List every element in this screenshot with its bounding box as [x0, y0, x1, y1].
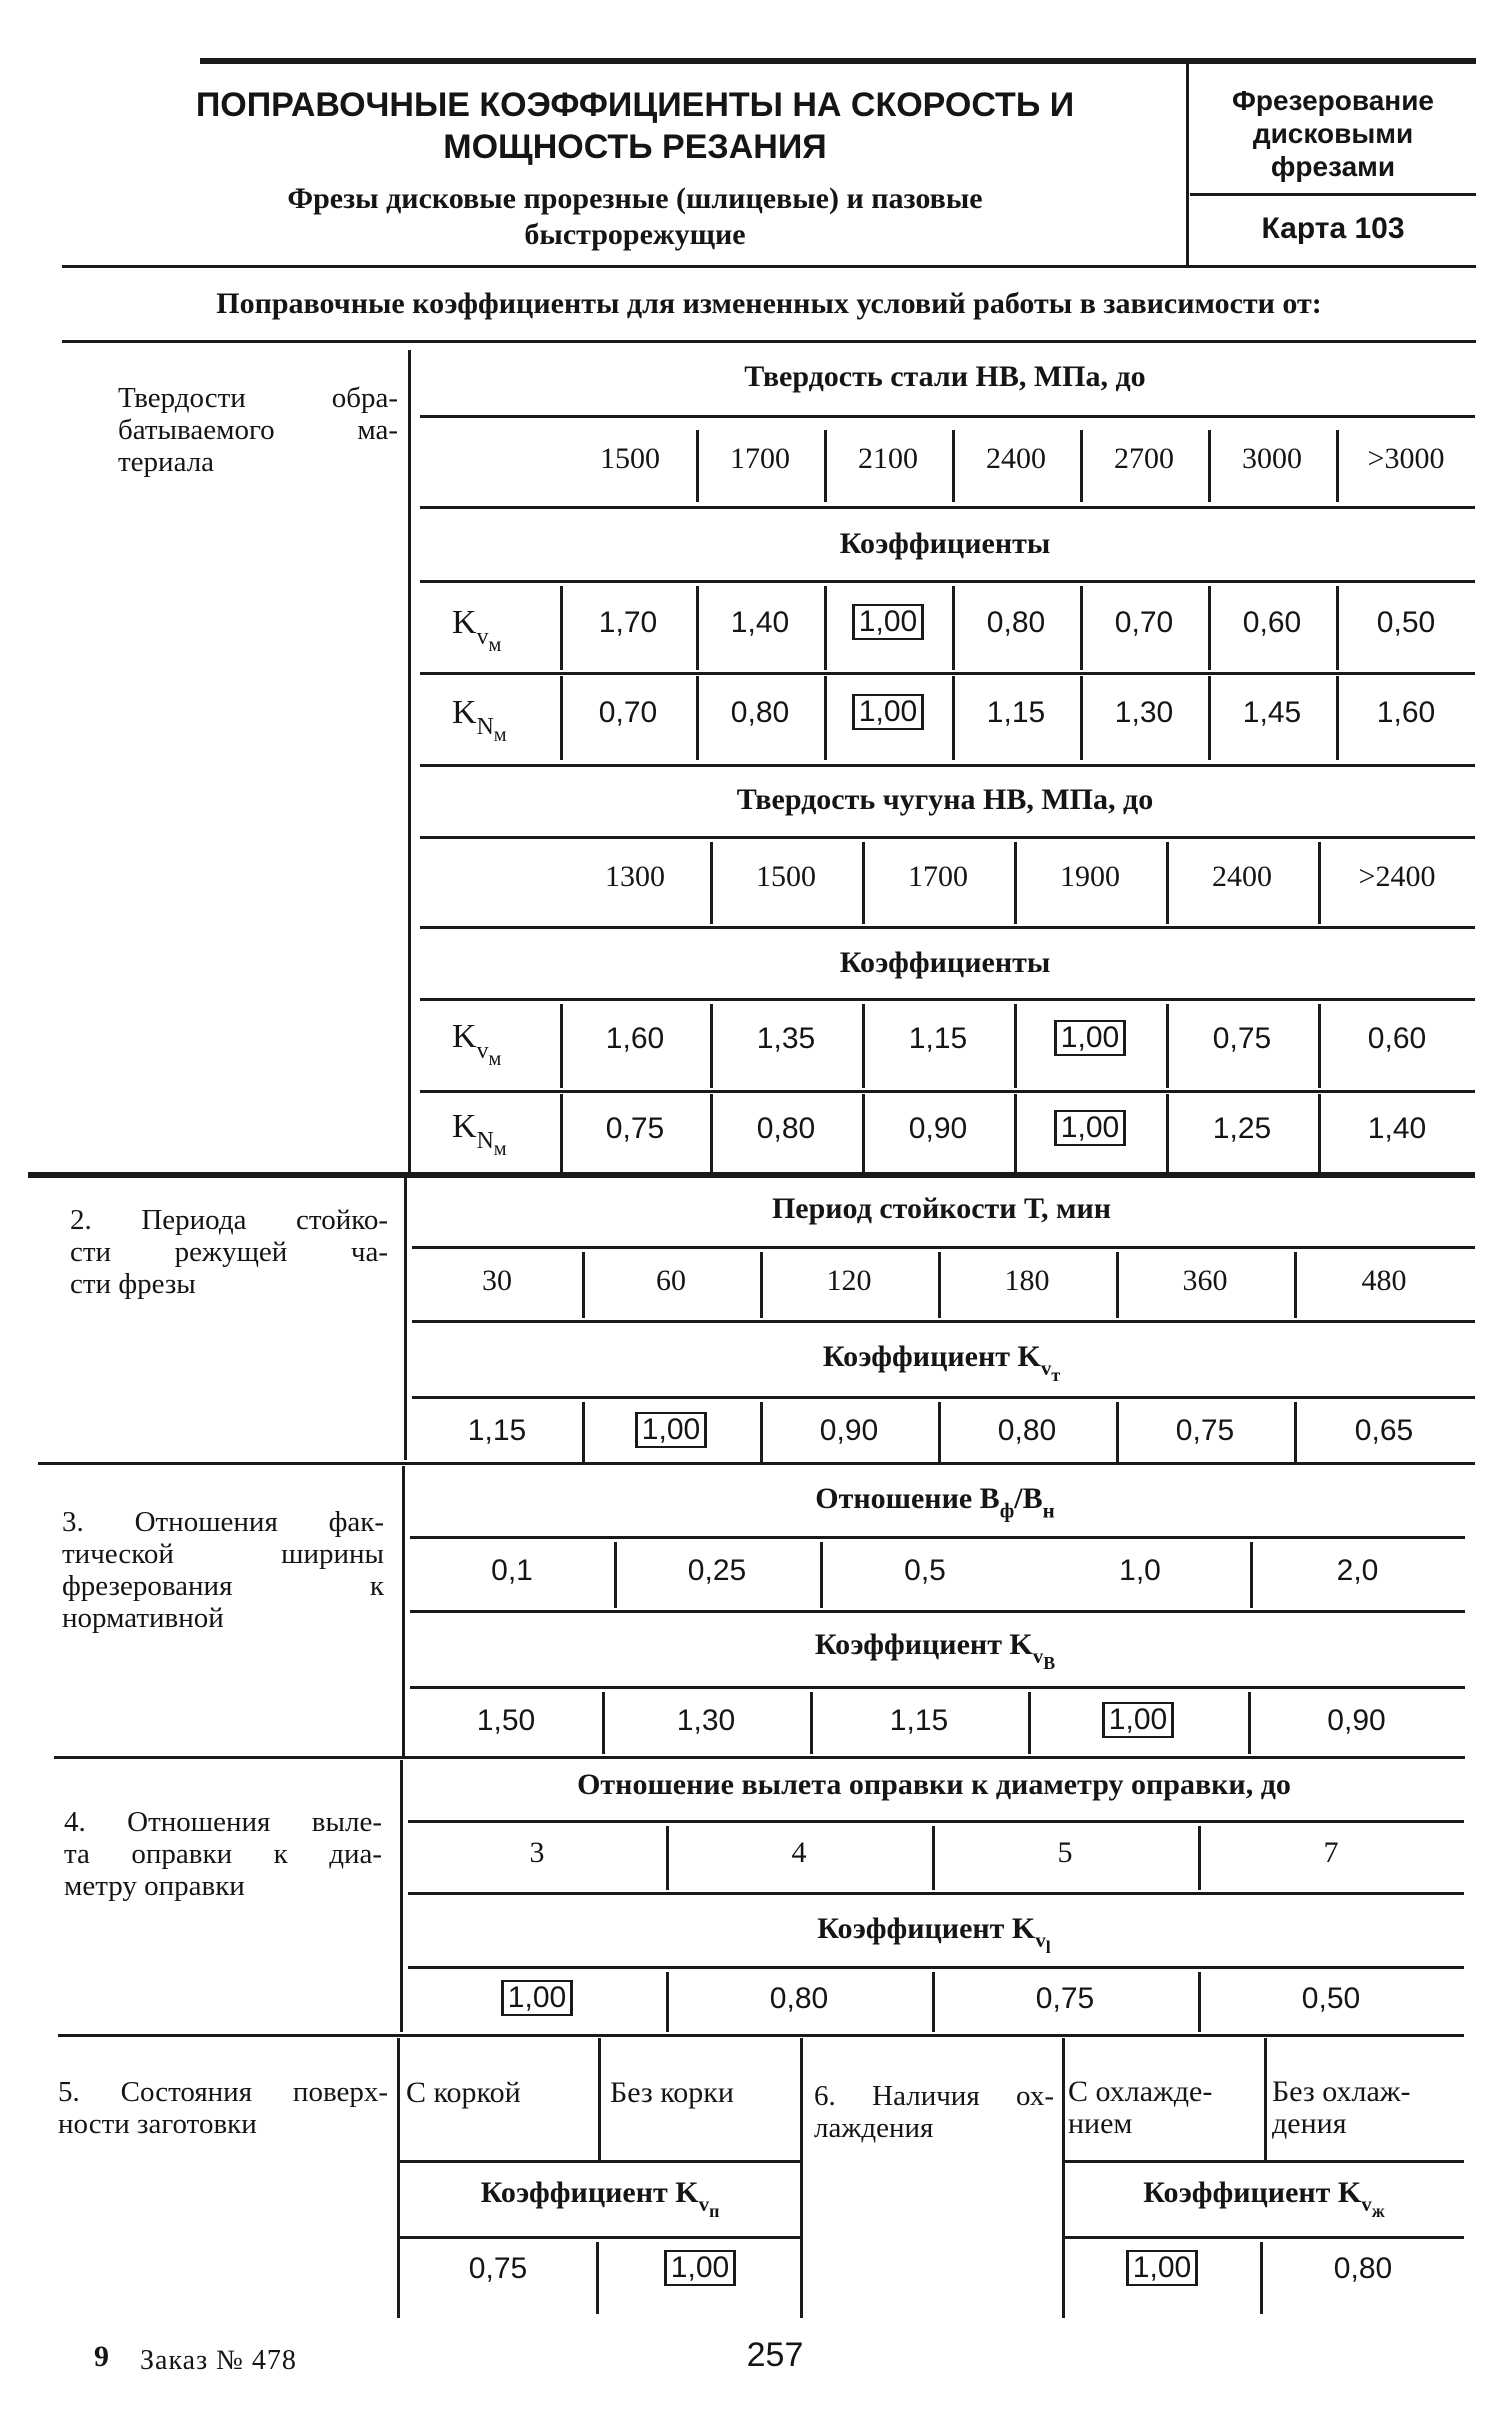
- s4-rule: [1198, 1972, 1201, 2032]
- s2-coef-cell: 0,90: [819, 1414, 879, 1447]
- steel-hb-cell: 1500: [600, 442, 660, 475]
- s2-coef-cell: 0,80: [997, 1414, 1057, 1447]
- page-number: 257: [746, 2336, 804, 2374]
- steel-kn-cell: 0,80: [730, 696, 790, 729]
- s1-rule: [560, 676, 563, 760]
- s1-label-line2: батываемого ма-: [118, 414, 398, 446]
- s1-label-line3: териала: [118, 446, 215, 478]
- s1-rule: [560, 1094, 563, 1174]
- header-bottom-rule: [62, 265, 1476, 268]
- s2-rule: [412, 1246, 1475, 1249]
- s1-rule: [696, 430, 699, 502]
- page-title-line1: ПОПРАВОЧНЫЕ КОЭФФИЦИЕНТЫ НА СКОРОСТЬ И: [195, 86, 1075, 124]
- iron-kn-cell: 1,40: [1367, 1112, 1427, 1145]
- iron-hb-cell: 1900: [1060, 860, 1120, 893]
- s6-label-line2: лаждения: [814, 2112, 934, 2144]
- side-title-line1: Фрезерование: [1231, 85, 1434, 116]
- s3-coef-cell: 0,90: [1327, 1704, 1386, 1737]
- s2-coef-cell-boxed: [582, 1412, 760, 1448]
- s1-rule: [1014, 1004, 1017, 1088]
- s5-rule: [596, 2242, 599, 2314]
- s2-value-cell: 360: [1182, 1264, 1228, 1297]
- iron-kn-cell: 0,80: [756, 1112, 816, 1145]
- s4-rule: [932, 1972, 935, 2032]
- steel-hb-cell: 3000: [1242, 442, 1302, 475]
- s1-rule: [560, 1004, 563, 1088]
- s6-coef-cell: 0,80: [1333, 2252, 1393, 2285]
- s1-rule: [1080, 430, 1083, 502]
- base-value-box: 1,00: [1054, 1020, 1126, 1056]
- s5-label-line2: ности заготовки: [58, 2108, 257, 2140]
- s1-label-divider: [408, 350, 411, 1175]
- s1-rule: [420, 415, 1475, 418]
- s1-rule: [1208, 586, 1211, 670]
- s1-rule: [560, 586, 563, 670]
- s2-rule: [1294, 1252, 1297, 1318]
- s4-value-cell: 4: [791, 1836, 807, 1869]
- steel-kv-cell: 0,70: [1114, 606, 1174, 639]
- s1-label-line1: Твердости обра-: [118, 382, 398, 414]
- s5-rule: [400, 2160, 800, 2163]
- s1-rule: [862, 842, 865, 924]
- s2-label-line3: сти фрезы: [70, 1268, 196, 1300]
- s2-rule: [412, 1320, 1475, 1323]
- s3-coef-cell: 1,15: [889, 1704, 949, 1737]
- s4-label-line3: метру оправки: [64, 1870, 245, 1902]
- s4-rule: [666, 1826, 669, 1890]
- s6-opt2-line2: дения: [1272, 2107, 1347, 2140]
- s1-rule: [824, 586, 827, 670]
- s3-label-line3: фрезерования к: [62, 1570, 384, 1602]
- base-value-box: 1,00: [664, 2250, 736, 2286]
- footer-sheet-number: 9: [94, 2340, 109, 2373]
- side-title-line3: фрезами: [1270, 151, 1396, 182]
- s3-coef-label: Коэффициент $K_{v_B}$: [814, 1628, 1056, 1674]
- s2-value-cell: 60: [656, 1264, 686, 1297]
- s4-value-cell: 5: [1057, 1836, 1073, 1869]
- s4-label-divider: [400, 1760, 403, 2032]
- s1-rule: [952, 676, 955, 760]
- s1-rule: [1014, 842, 1017, 924]
- top-rule: [200, 58, 1476, 64]
- footer-order: Заказ № 478: [140, 2345, 297, 2376]
- s6-opt-with-cooling: [1068, 2076, 1212, 2140]
- s2-header: Период стойкости Т, мин: [771, 1192, 1112, 1225]
- s3-rule: [1250, 1542, 1253, 1608]
- s3-value-cell: 2,0: [1336, 1554, 1379, 1587]
- s4-label-line1: 4. Отношения выле-: [64, 1806, 382, 1838]
- s2-rule: [938, 1252, 941, 1318]
- s4-coef-cell: 0,50: [1301, 1982, 1361, 2015]
- iron-kv-symbol: $K_{v_м}$: [452, 1018, 502, 1070]
- s3-rule: [1028, 1692, 1031, 1754]
- s1-rule: [1014, 1094, 1017, 1174]
- s4-value-cell: 3: [529, 1836, 545, 1869]
- s5-label: [58, 2076, 388, 2140]
- steel-kn-cell: 1,15: [986, 696, 1046, 729]
- s1-rule: [824, 676, 827, 760]
- s2-rule: [412, 1396, 1475, 1399]
- s4-bottom-rule: [58, 2034, 1464, 2037]
- page-subtitle-line1: Фрезы дисковые прорезные (шлицевые) и пазовые: [287, 182, 983, 215]
- steel-kv-cell: 0,60: [1242, 606, 1302, 639]
- s1-rule: [420, 1090, 1475, 1093]
- s6-coef-label: Коэффициент $K_{v_ж}$: [1143, 2176, 1385, 2222]
- s3-value-cell: 1,0: [1119, 1554, 1161, 1587]
- s4-rule: [408, 1892, 1464, 1895]
- s2-label-line2: сти режущей ча-: [70, 1236, 388, 1268]
- s1-rule: [952, 586, 955, 670]
- s1-rule: [1166, 1004, 1169, 1088]
- s1-label: [118, 382, 398, 478]
- s5-rule: [598, 2038, 601, 2162]
- iron-kv-cell-boxed: [1014, 1020, 1166, 1056]
- s1-rule: [1208, 430, 1211, 502]
- s2-value-cell: 480: [1361, 1264, 1407, 1297]
- s4-coef-label: Коэффициент $K_{v_l}$: [817, 1912, 1051, 1958]
- s6-rule: [1064, 2160, 1464, 2163]
- iron-kn-symbol: $K_{N_м}$: [452, 1108, 507, 1160]
- s4-rule: [1198, 1826, 1201, 1890]
- intro-text: Поправочные коэффициенты для измененных условий работы в зависимости от:: [216, 287, 1322, 320]
- iron-hb-cell: 1500: [756, 860, 816, 893]
- s3-value-cell: 0,5: [904, 1554, 946, 1587]
- side-divider: [1190, 193, 1476, 196]
- page-subtitle-line2: быстрорежущие: [524, 218, 746, 251]
- s3-label: [62, 1506, 384, 1634]
- s1-rule: [420, 764, 1475, 767]
- steel-kn-cell-boxed: [824, 694, 952, 730]
- s6-rule: [1264, 2038, 1267, 2162]
- s6-opt1-line1: С охлажде-: [1068, 2075, 1213, 2108]
- s3-rule: [614, 1542, 617, 1608]
- s3-rule: [810, 1692, 813, 1754]
- s5-coef-label: Коэффициент $K_{v_п}$: [480, 2176, 720, 2222]
- s1-rule: [420, 926, 1475, 929]
- s3-rule: [410, 1610, 1465, 1613]
- s3-label-line4: нормативной: [62, 1602, 224, 1634]
- steel-hb-cell: 2400: [986, 442, 1046, 475]
- steel-kv-cell: 0,50: [1376, 606, 1436, 639]
- s4-rule: [932, 1826, 935, 1890]
- s3-value-cell: 0,1: [491, 1554, 533, 1587]
- s1-rule: [420, 506, 1475, 509]
- s5-coef-cell: 0,75: [468, 2252, 528, 2285]
- s4-coef-cell: 0,75: [1035, 1982, 1095, 2015]
- s1-rule: [1318, 1004, 1321, 1088]
- s3-label-line2: тической ширины: [62, 1538, 384, 1570]
- s1-rule: [1336, 430, 1339, 502]
- s2-rule: [1116, 1252, 1119, 1318]
- s4-header: Отношение вылета оправки к диаметру оправки, до: [577, 1768, 1291, 1801]
- s2-value-cell: 180: [1004, 1264, 1050, 1297]
- steel-kn-cell: 1,60: [1376, 696, 1436, 729]
- s6-label: [814, 2080, 1054, 2144]
- s5-opt-without-crust: Без корки: [610, 2076, 734, 2109]
- s1-steel-coef-label: Коэффициенты: [839, 527, 1051, 560]
- s2-coef-label: Коэффициент $K_{v_т}$: [822, 1340, 1061, 1386]
- s6-opt1-line2: нием: [1068, 2107, 1133, 2140]
- s1-rule: [1318, 1094, 1321, 1174]
- s4-rule: [666, 1972, 669, 2032]
- s1-rule: [1166, 1094, 1169, 1174]
- s1-rule: [1080, 676, 1083, 760]
- iron-kv-cell: 1,15: [908, 1022, 968, 1055]
- s4-rule: [408, 1966, 1464, 1969]
- s1-rule: [696, 676, 699, 760]
- s3-rule: [1248, 1692, 1251, 1754]
- s3-bottom-rule: [54, 1756, 1465, 1759]
- s2-coef-cell: 0,75: [1175, 1414, 1235, 1447]
- steel-hb-cell: 2700: [1114, 442, 1174, 475]
- header-divider: [1186, 60, 1189, 265]
- iron-kv-cell: 0,60: [1367, 1022, 1427, 1055]
- s1-iron-coef-label: Коэффициенты: [839, 946, 1051, 979]
- steel-hb-cell: 2100: [858, 442, 918, 475]
- s2-rule: [1116, 1402, 1119, 1462]
- s1-bottom-rule: [28, 1172, 1475, 1178]
- s1-rule: [1318, 842, 1321, 924]
- s1-rule: [710, 1094, 713, 1174]
- s3-value-cell: 0,25: [687, 1554, 747, 1587]
- s2-coef-cell: 0,65: [1354, 1414, 1414, 1447]
- s3-rule: [410, 1686, 1465, 1689]
- s1-rule: [420, 580, 1475, 583]
- s6-opt-without-cooling: [1272, 2076, 1411, 2140]
- page-title-line2: МОЩНОСТЬ РЕЗАНИЯ: [443, 128, 827, 166]
- iron-hb-cell: 1300: [605, 860, 665, 893]
- s1-rule: [952, 430, 955, 502]
- iron-kn-cell: 0,75: [605, 1112, 665, 1145]
- s1-rule: [710, 842, 713, 924]
- s6-rule: [1064, 2236, 1464, 2239]
- s1-rule: [1080, 586, 1083, 670]
- s1-rule: [696, 586, 699, 670]
- iron-kv-cell: 1,60: [605, 1022, 665, 1055]
- s1-rule: [1166, 842, 1169, 924]
- base-value-box: 1,00: [1126, 2250, 1198, 2286]
- intro-bottom-rule: [62, 340, 1476, 343]
- s3-rule: [820, 1542, 823, 1608]
- s1-rule: [420, 836, 1475, 839]
- steel-kv-symbol: $K_{v_м}$: [452, 604, 502, 656]
- s1-rule: [1208, 676, 1211, 760]
- s1-iron-header: Твердость чугуна НВ, МПа, до: [736, 783, 1154, 816]
- s1-rule: [1336, 676, 1339, 760]
- s2-rule: [760, 1402, 763, 1462]
- s4-coef-cell-boxed: [408, 1980, 666, 2016]
- s3-header: Отношение $B_ф/B_н$: [815, 1482, 1055, 1523]
- s6-coef-cell-boxed: [1064, 2250, 1260, 2286]
- iron-hb-cell: 2400: [1212, 860, 1272, 893]
- s2-label-divider: [404, 1178, 407, 1460]
- base-value-box: 1,00: [852, 694, 924, 730]
- s3-rule: [602, 1692, 605, 1754]
- s6-rule: [1260, 2242, 1263, 2314]
- side-title-line2: дисковыми: [1252, 118, 1414, 149]
- s1-rule: [824, 430, 827, 502]
- base-value-box: 1,00: [1102, 1702, 1174, 1738]
- s5-coef-cell-boxed: [600, 2250, 800, 2286]
- iron-hb-cell: >2400: [1358, 860, 1436, 893]
- card-number: Карта 103: [1261, 212, 1405, 245]
- base-value-box: 1,00: [1054, 1110, 1126, 1146]
- s1-steel-header: Твердость стали НВ, МПа, до: [744, 360, 1146, 393]
- s2-rule: [938, 1402, 941, 1462]
- base-value-box: 1,00: [635, 1412, 707, 1448]
- iron-kv-cell: 1,35: [756, 1022, 816, 1055]
- iron-kn-cell: 1,25: [1212, 1112, 1272, 1145]
- s5-rule: [400, 2236, 800, 2239]
- s2-label: [70, 1204, 388, 1300]
- steel-kn-symbol: $K_{N_м}$: [452, 694, 507, 746]
- steel-hb-cell: 1700: [730, 442, 790, 475]
- steel-kn-cell: 1,45: [1242, 696, 1302, 729]
- steel-kv-cell: 0,80: [986, 606, 1046, 639]
- s2-coef-cell: 1,15: [467, 1414, 527, 1447]
- steel-kv-cell: 1,70: [598, 606, 658, 639]
- iron-kn-cell-boxed: [1014, 1110, 1166, 1146]
- base-value-box: 1,00: [852, 604, 924, 640]
- s2-rule: [582, 1402, 585, 1462]
- s2-bottom-rule: [38, 1462, 1475, 1465]
- s1-rule: [862, 1094, 865, 1174]
- s6-opt2-line1: Без охлаж-: [1272, 2075, 1411, 2108]
- steel-kv-cell: 1,40: [730, 606, 790, 639]
- s3-coef-cell: 1,30: [676, 1704, 736, 1737]
- s2-value-cell: 30: [482, 1264, 512, 1297]
- steel-kn-cell: 0,70: [598, 696, 658, 729]
- s4-label-line2: та оправки к диа-: [64, 1838, 382, 1870]
- s1-rule: [1336, 586, 1339, 670]
- s2-value-cell: 120: [826, 1264, 872, 1297]
- s4-label: [64, 1806, 382, 1902]
- s1-rule: [710, 1004, 713, 1088]
- iron-hb-cell: 1700: [908, 860, 968, 893]
- steel-kv-cell-boxed: [824, 604, 952, 640]
- s2-rule: [760, 1252, 763, 1318]
- s5-opt-with-crust: С коркой: [406, 2076, 521, 2109]
- side-title: [1190, 84, 1476, 183]
- s5-label-line1: 5. Состояния поверх-: [58, 2076, 388, 2108]
- s1-rule: [862, 1004, 865, 1088]
- s3-rule: [410, 1536, 1465, 1539]
- s3-label-line1: 3. Отношения фак-: [62, 1506, 384, 1538]
- s2-rule: [582, 1252, 585, 1318]
- s2-rule: [1294, 1402, 1297, 1462]
- s1-rule: [420, 672, 1475, 675]
- base-value-box: 1,00: [501, 1980, 573, 2016]
- s2-label-line1: 2. Периода стойко-: [70, 1204, 388, 1236]
- s3-coef-cell-boxed: [1028, 1702, 1248, 1738]
- iron-kv-cell: 0,75: [1212, 1022, 1272, 1055]
- s3-coef-cell: 1,50: [476, 1704, 536, 1737]
- s4-coef-cell: 0,80: [769, 1982, 829, 2015]
- s4-rule: [408, 1820, 1464, 1823]
- s4-value-cell: 7: [1323, 1836, 1339, 1869]
- steel-hb-cell: >3000: [1367, 442, 1445, 475]
- steel-kn-cell: 1,30: [1114, 696, 1174, 729]
- s6-label-line1: 6. Наличия ох-: [814, 2080, 1054, 2112]
- s1-rule: [420, 998, 1475, 1001]
- s5-s6-divider: [800, 2038, 803, 2318]
- iron-kn-cell: 0,90: [908, 1112, 968, 1145]
